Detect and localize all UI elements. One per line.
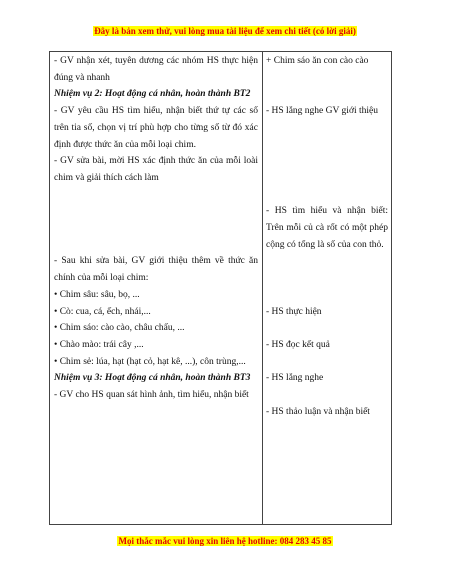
task-3-title: Nhiệm vụ 3: Hoạt động cá nhân, hoàn thành BT3 (54, 373, 251, 384)
spacer (266, 320, 388, 337)
spacer (266, 354, 388, 371)
bird-food-intro: - Sau khi sửa bài, GV giới thiệu thêm về thức ăn chính của mỗi loại chim: (54, 256, 258, 284)
bird-food-item: • Chim sẻ: lúa, hạt (hạt cỏ, hạt kê, ...), côn trùng,... (54, 356, 246, 367)
spacer (266, 387, 388, 404)
student-discover: - HS tìm hiểu và nhận biết: Trên mỗi củ cà rốt có một phép cộng có tổng là số của con thỏ. (266, 206, 388, 250)
preview-banner (0, 26, 450, 36)
bird-food-item: • Chim sâu: sâu, bọ, ... (54, 289, 140, 300)
task-2-instruction: - GV yêu cầu HS tìm hiểu, nhận biết thứ tự các số trên tia số, chọn vị trí phù hợp cho từng số từ đó xác định được thức ăn của mỗi loại chim. (54, 106, 258, 150)
task-2-title: Nhiệm vụ 2: Hoạt động cá nhân, hoàn thành BT2 (54, 89, 251, 100)
student-listen-2: - HS lắng nghe (266, 373, 324, 384)
student-activities-column (266, 53, 388, 420)
hotline-banner-text: Mọi thắc mắc vui lòng xin liên hệ hotline: 084 283 45 85 (118, 536, 332, 546)
bird-food-item: • Cò: cua, cá, ếch, nhái,... (54, 306, 151, 317)
teacher-feedback-text: - GV nhận xét, tuyên dương các nhóm HS thực hiện đúng và nhanh (54, 56, 258, 83)
student-read-result: - HS đọc kết quả (266, 339, 330, 350)
teacher-activities-column (54, 53, 258, 404)
column-divider (262, 52, 263, 524)
hotline-banner (0, 536, 450, 546)
spacer (266, 70, 388, 103)
student-answer: + Chim sáo ăn con cào cào (266, 56, 369, 66)
preview-banner-text: Đây là bản xem thử, vui lòng mua tài liệu để xem chi tiết (có lời giải) (94, 26, 356, 36)
spacer (54, 187, 258, 254)
spacer (266, 253, 388, 303)
task-3-instruction: - GV cho HS quan sát hình ảnh, tìm hiểu, nhận biết (54, 390, 249, 401)
bird-food-item: • Chào mào: trái cây ,... (54, 339, 144, 350)
task-2-correction: - GV sửa bài, mời HS xác định thức ăn của mỗi loài chim và giải thích cách làm (54, 156, 258, 183)
spacer (266, 120, 388, 204)
student-do: - HS thực hiện (266, 306, 322, 317)
lesson-table (49, 51, 392, 525)
bird-food-item: • Chim sáo: cào cào, châu chấu, ... (54, 323, 185, 334)
student-listen: - HS lắng nghe GV giới thiệu (266, 106, 378, 117)
student-discuss: - HS thảo luận và nhận biết (266, 406, 370, 417)
